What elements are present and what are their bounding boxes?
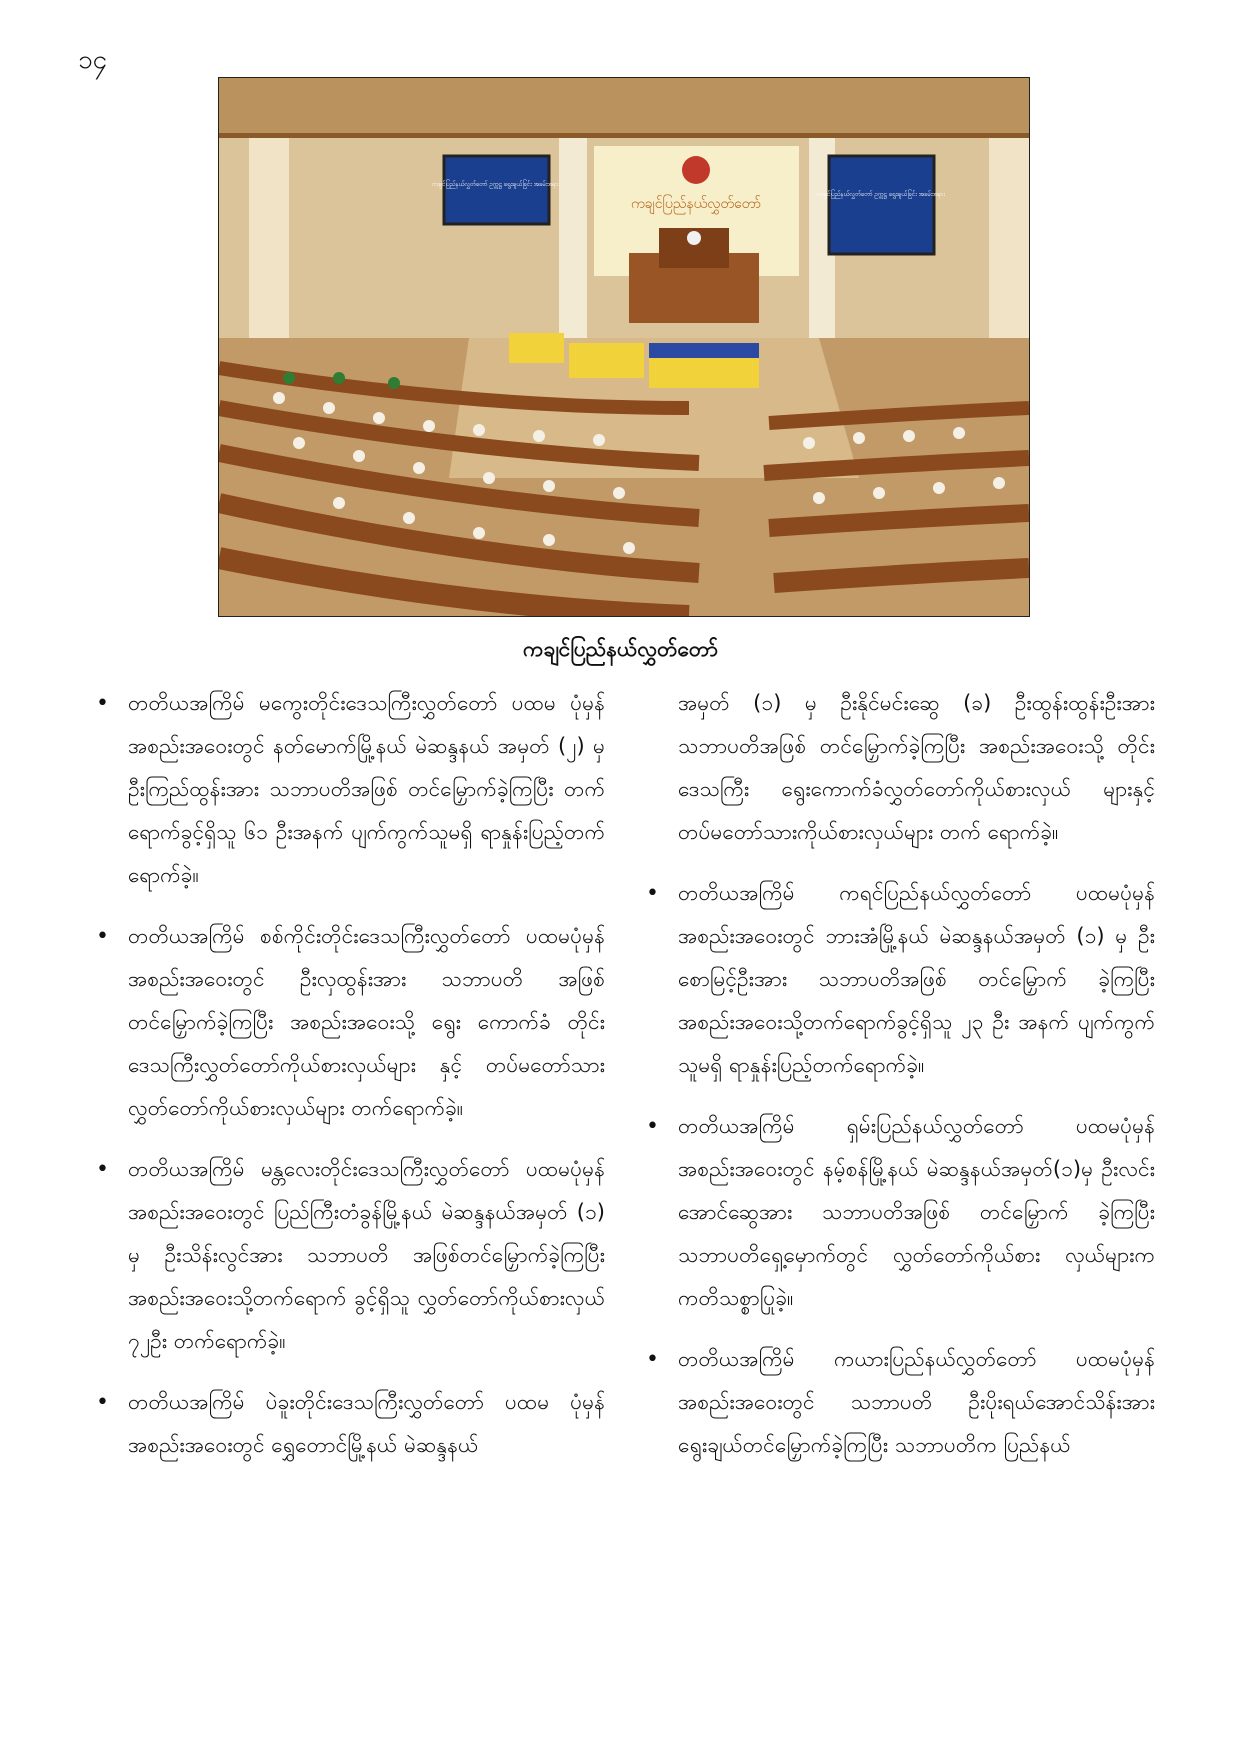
bullet-icon: • [96,1390,109,1415]
page-number: ၁၄ [78,45,108,75]
list-item [90,682,605,897]
parliament-hall-photo [218,77,1030,617]
photo-caption: ကချင်ပြည်နယ်လွှတ်တော် [522,637,718,661]
paragraph-text: တတိယအကြိမ် ကရင်ပြည်နယ်လွှတ်တော် ပထမပုံမှန် အစည်းအဝေးတွင် ဘားအံမြို့နယ် မဲဆန္ဒနယ်အမှတ် (၁) မှ ဦးစောမြင့်ဦးအား သဘာပတိအဖြစ် တင်မြှောက် ခဲ့ကြပြီး အစည်းအဝေးသို့တက်ရောက်ခွင့်ရှိသူ ၂၃ ဦး အနက် ပျက်ကွက်သူမရှိ ရာနှုန်းပြည့်တက်ရောက်ခဲ့။ [678,881,1155,1077]
paragraph-text: တတိယအကြိမ် ကယားပြည်နယ်လွှတ်တော် ပထမပုံမှန် အစည်းအဝေးတွင် သဘာပတိ ဦးပိုးရယ်အောင်သိန်းအား ရွေးချယ်တင်မြှောက်ခဲ့ကြပြီး သဘာပတိက ပြည်နယ် [678,1347,1155,1457]
emblem-icon [682,156,710,184]
paragraph-text: တတိယအကြိမ် ရှမ်းပြည်နယ်လွှတ်တော် ပထမပုံမှန် အစည်းအဝေးတွင် နမ့်စန်မြို့နယ် မဲဆန္ဒနယ်အမှတ်(၁)မှ ဦးလင်းအောင်ဆွေအား သဘာပတိအဖြစ် တင်မြှောက် ခဲ့ကြပြီး သဘာပတိရှေ့မှောက်တွင် လွှတ်တော်ကိုယ်စား လှယ်များက ကတိသစ္စာပြုခဲ့။ [678,1114,1155,1310]
right-screen-text: ကချင်ပြည်နယ်လွှတ်တော် ဥက္ကဋ္ဌ ရွေးချယ်ခြင်း အခမ်းအနား [816,191,946,198]
parliament-hall-illustration [219,78,1029,616]
bullet-icon: • [646,1347,659,1372]
list-item [90,915,605,1130]
list-item [90,1148,605,1363]
bullet-icon: • [96,1157,109,1182]
banner-text: ကချင်ပြည်နယ်လွှတ်တော် [630,196,762,212]
bullet-icon: • [646,881,659,906]
left-screen-text: ကချင်ပြည်နယ်လွှတ်တော် ဥက္ကဋ္ဌ ရွေးချယ်ခြင်း အခမ်းအနား [431,181,561,188]
list-item [640,872,1155,1087]
bullet-icon: • [96,924,109,949]
right-column [640,682,1155,1485]
bullet-icon: • [646,1114,659,1139]
list-item [640,1105,1155,1320]
left-column [90,682,605,1485]
paragraph-text: တတိယအကြိမ် မကွေးတိုင်းဒေသကြီးလွှတ်တော် ပထမ ပုံမှန်အစည်းအဝေးတွင် နတ်မောက်မြို့နယ် မဲဆန္ဒနယ် အမှတ် (၂) မှ ဦးကြည်ထွန်းအား သဘာပတိအဖြစ် တင်မြှောက်ခဲ့ကြပြီး တက်ရောက်ခွင့်ရှိသူ ၆၁ ဦးအနက် ပျက်ကွက်သူမရှိ ရာနှုန်းပြည့်တက်ရောက်ခဲ့။ [128,691,605,887]
paragraph-text: တတိယအကြိမ် ပဲခူးတိုင်းဒေသကြီးလွှတ်တော် ပထမ ပုံမှန်အစည်းအဝေးတွင် ရွှေတောင်မြို့နယ် မဲဆန္ဒနယ် [128,1390,605,1457]
paragraph-text: အမှတ် (၁) မှ ဦးနိုင်မင်းဆွေ (ခ) ဦးထွန်းထွန်းဦးအား သဘာပတိအဖြစ် တင်မြှောက်ခဲ့ကြပြီး အစည်းအဝေးသို့ တိုင်းဒေသကြီး ရွေးကောက်ခံလွှတ်တော်ကိုယ်စားလှယ် များနှင့် တပ်မတော်သားကိုယ်စားလှယ်များ တက် ရောက်ခဲ့။ [678,691,1155,844]
left-screen [444,156,549,224]
paragraph-text: တတိယအကြိမ် မန္တလေးတိုင်းဒေသကြီးလွှတ်တော် ပထမပုံမှန်အစည်းအဝေးတွင် ပြည်ကြီးတံခွန်မြို့နယ် မဲဆန္ဒနယ်အမှတ် (၁) မှ ဦးသိန်းလွင်အား သဘာပတိ အဖြစ်တင်မြှောက်ခဲ့ကြပြီး အစည်းအဝေးသို့တက်ရောက် ခွင့်ရှိသူ လွှတ်တော်ကိုယ်စားလှယ် ၇၂ဦး တက်ရောက်ခဲ့။ [128,1157,605,1353]
list-item [90,1381,605,1467]
bullet-icon: • [96,691,109,716]
list-item [640,682,1155,854]
paragraph-text: တတိယအကြိမ် စစ်ကိုင်းတိုင်းဒေသကြီးလွှတ်တော် ပထမပုံမှန်အစည်းအဝေးတွင် ဦးလှထွန်းအား သဘာပတိ အဖြစ်တင်မြှောက်ခဲ့ကြပြီး အစည်းအဝေးသို့ ရွေး ကောက်ခံ တိုင်းဒေသကြီးလွှတ်တော်ကိုယ်စားလှယ်များ နှင့် တပ်မတော်သားလွှတ်တော်ကိုယ်စားလှယ်များ တက်ရောက်ခဲ့။ [128,924,605,1120]
right-screen [829,156,934,254]
list-item [640,1338,1155,1467]
